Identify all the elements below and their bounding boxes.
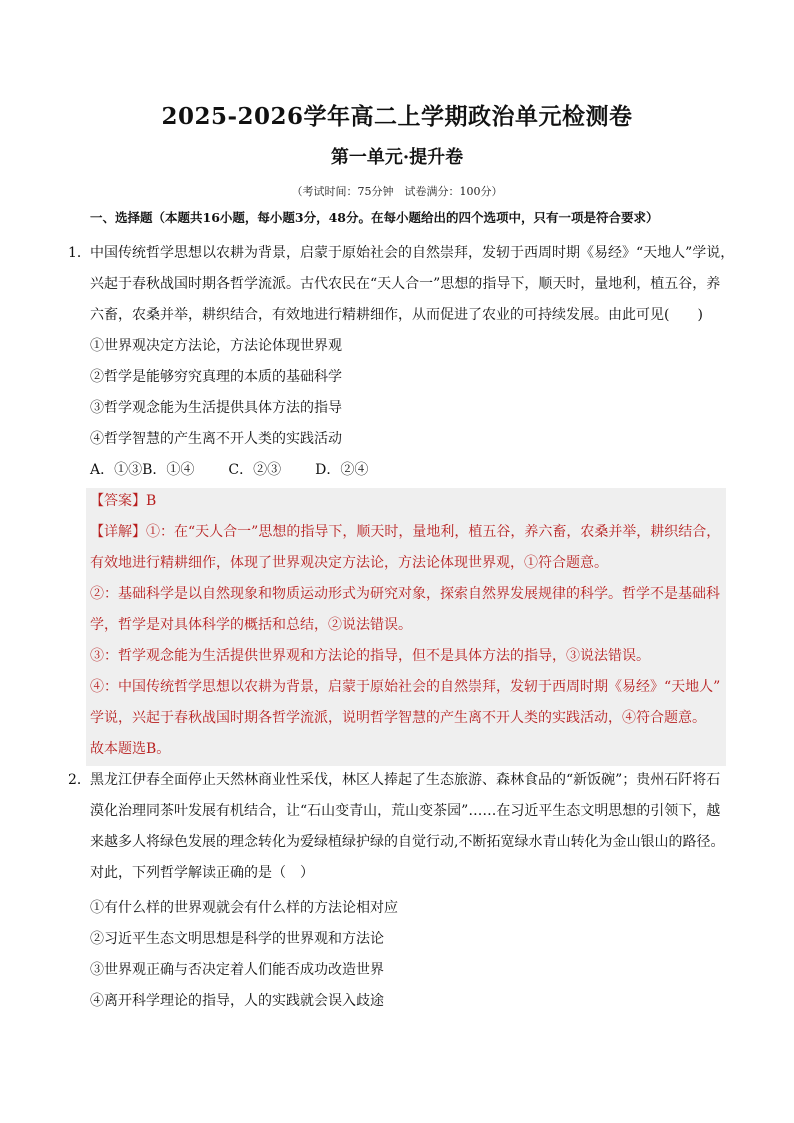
section-heading: 一、选择题（本题共16小题，每小题3分，48分。在每小题给出的四个选项中，只有一项是符合要求） <box>90 210 659 225</box>
page-title: 2025-2026学年高二上学期政治单元检测卷 <box>161 103 633 130</box>
question-stem-line: 中国传统哲学思想以农耕为背景，启蒙于原始社会的自然崇拜，发轫于西周时期《易经》“天地人”学说， <box>90 245 735 261</box>
question-stem-line: 漠化治理同茶叶发展有机结合，让“石山变青山，荒山变茶园”……在习近平生态文明思想的引领下，越 <box>90 803 721 819</box>
question-number: 2． <box>68 772 91 788</box>
detail-line <box>90 522 720 542</box>
page-subtitle: 第一单元·提升卷 <box>330 147 464 168</box>
question-item: ④哲学智慧的产生离不开人类的实践活动 <box>90 431 342 447</box>
question-stem-line: 对此，下列哲学解读正确的是（ ） <box>90 865 314 881</box>
question-stem-line: 来越多人将绿色发展的理念转化为爱绿植绿护绿的自觉行动,不断拓宽绿水青山转化为金山银山的路径。 <box>90 834 725 850</box>
detail-line: ③：哲学观念能为生活提供世界观和方法论的指导，但不是具体方法的指导，③说法错误。 <box>90 648 650 664</box>
option-c: C．②③ <box>228 462 282 478</box>
detail-line: ④：中国传统哲学思想以农耕为背景，启蒙于原始社会的自然崇拜，发轫于西周时期《易经》“天地人” <box>90 679 721 695</box>
detail-line: 有效地进行精耕细作，体现了世界观决定方法论，方法论体现世界观，①符合题意。 <box>90 555 608 571</box>
question-item: ①有什么样的世界观就会有什么样的方法论相对应 <box>90 900 398 916</box>
detail-line: 故本题选B。 <box>90 741 171 757</box>
question-item: ③哲学观念能为生活提供具体方法的指导 <box>90 400 342 416</box>
question-item: ①世界观决定方法论，方法论体现世界观 <box>90 338 342 354</box>
detail-text: ①：在“天人合一”思想的指导下，顺天时，量地利，植五谷，养六畜，农桑并举，耕织结合， <box>146 524 721 540</box>
answer-line <box>90 491 156 511</box>
answer-label: 【答案】 <box>90 493 146 509</box>
detail-line: ②：基础科学是以自然现象和物质运动形式为研究对象，探索自然界发展规律的科学。哲学不是基础科 <box>90 586 720 602</box>
detail-line: 学说，兴起于春秋战国时期各哲学流派，说明哲学智慧的产生离不开人类的实践活动，④符合题意。 <box>90 710 706 726</box>
question-item: ③世界观正确与否决定着人们能否成功改造世界 <box>90 962 384 978</box>
answer-value: B <box>146 493 157 509</box>
option-a: A．①③ <box>90 462 143 478</box>
option-d: D．②④ <box>315 462 369 478</box>
question-stem-line: 黑龙江伊春全面停止天然林商业性采伐，林区人捧起了生态旅游、森林食品的“新饭碗”；贵州石阡将石 <box>90 772 721 788</box>
question-item: ②哲学是能够穷究真理的本质的基础科学 <box>90 369 342 385</box>
question-item: ④离开科学理论的指导，人的实践就会误入歧途 <box>90 993 384 1009</box>
detail-label: 【详解】 <box>90 524 146 540</box>
option-b: B．①④ <box>142 462 195 478</box>
exam-info: （考试时间：75分钟 试卷满分：100分） <box>291 185 503 198</box>
question-number: 1． <box>68 245 91 261</box>
answer-options <box>90 460 368 480</box>
question-stem-line: 六畜，农桑并举，耕织结合，有效地进行精耕细作，从而促进了农业的可持续发展。由此可见( ) <box>90 307 703 323</box>
detail-line: 学，哲学是对具体科学的概括和总结，②说法错误。 <box>90 617 412 633</box>
question-item: ②习近平生态文明思想是科学的世界观和方法论 <box>90 931 384 947</box>
question-stem-line: 兴起于春秋战国时期各哲学流派。古代农民在“天人合一”思想的指导下，顺天时，量地利，植五谷，养 <box>90 276 721 292</box>
